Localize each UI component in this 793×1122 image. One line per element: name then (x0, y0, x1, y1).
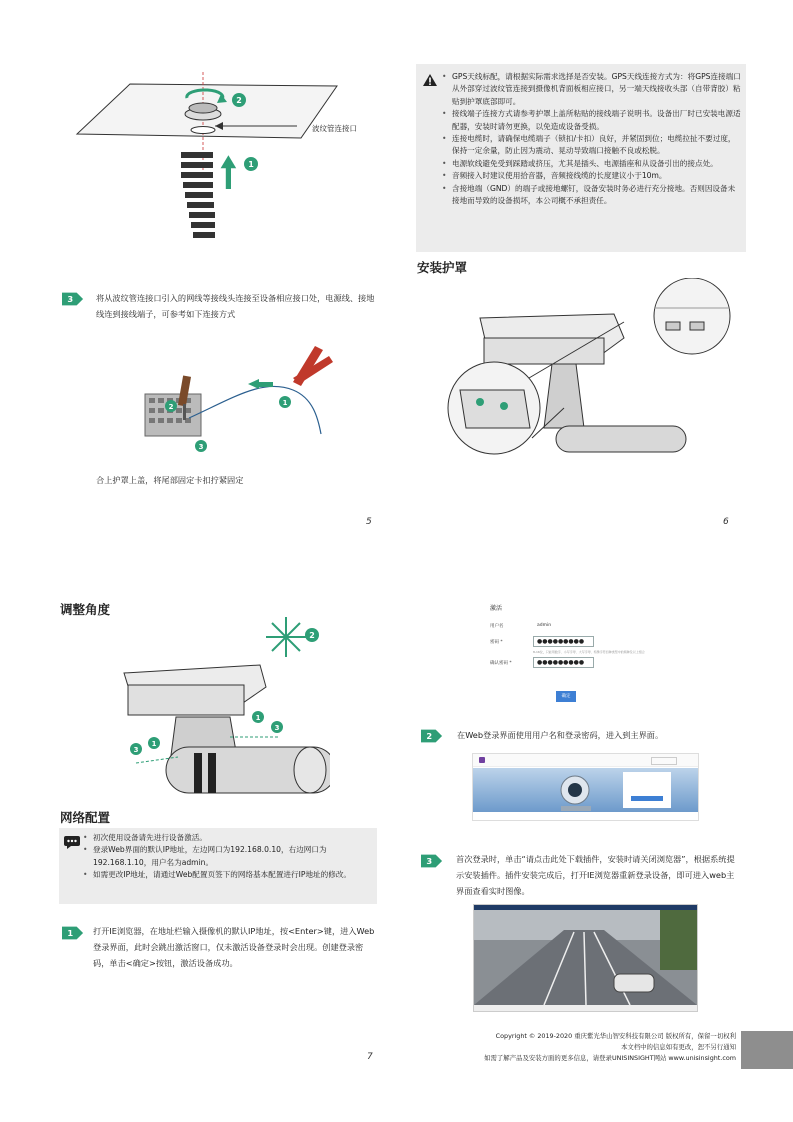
activation-dialog (481, 596, 701, 706)
svg-text:2: 2 (309, 631, 315, 640)
section-heading: 安装护罩 (417, 260, 468, 275)
svg-text:2: 2 (236, 96, 242, 105)
list-item: • 接线端子连接方式请参考护罩上盖所粘贴的接线端子说明书。设备出厂时已安装电源适配器，安装时请勿更换，以免造成设备受损。 (442, 108, 742, 133)
wiring-illustration (143, 338, 343, 458)
list-item: • 连接电缆时，请确保电缆端子（锁扣/卡扣）良好，并紧固到位；电缆拉扯不要过度，保持一定余量，防止因为震动、晃动导致端口接触不良或松脱。 (442, 133, 742, 158)
ok-button[interactable]: 确定 (556, 691, 576, 702)
svg-text:3: 3 (67, 294, 74, 305)
page-number: 6 (723, 517, 729, 527)
step-2-badge (421, 728, 443, 744)
page-7 (0, 561, 396, 1122)
list-item: • GPS天线标配，请根据实际需求选择是否安装。GPS天线连接方式为：将GPS连接端口从外部穿过波纹管连接到摄像机背面板相应接口，另一端天线接收头部（自带背胶）粘贴到护罩底部即可。 (442, 71, 742, 108)
list-item: • 如需更改IP地址，请通过Web配置页签下的网络基本配置进行IP地址的修改。 (83, 869, 371, 881)
chat-note-icon (64, 836, 80, 849)
page-number: 7 (367, 1052, 373, 1062)
list-item: • 登录Web界面的默认IP地址，左边网口为192.168.0.10，右边网口为192.168.1.10，用户名为admin。 (83, 844, 371, 869)
svg-text:1: 1 (67, 928, 74, 939)
list-item: • 电源软线避免受到踩踏或挤压，尤其是插头、电源插座和从设备引出的接点处。 (442, 158, 742, 170)
step-3-badge (62, 291, 84, 307)
svg-text:1: 1 (248, 160, 254, 169)
section-heading-network: 网络配置 (60, 810, 111, 825)
list-item: • 音频接入时建议使用拾音器，音频接线缆的长度建议小于10m。 (442, 170, 742, 182)
website-line: 如需了解产品及安装方面的更多信息，请登录UNISINSIGHT网站 www.unisinsight.com (484, 1054, 736, 1062)
notes-box (416, 64, 746, 252)
svg-text:3: 3 (133, 746, 139, 754)
svg-text:3: 3 (426, 856, 433, 867)
svg-text:3: 3 (274, 724, 280, 732)
svg-text:2: 2 (168, 403, 174, 411)
conduit-illustration (75, 72, 395, 252)
housing-install-illustration (444, 278, 734, 468)
copyright-footer (466, 1031, 736, 1064)
live-view-screenshot (473, 904, 698, 1012)
network-notes-list (83, 832, 371, 882)
step-3-text: 首次登录时，单击“请点击此处下载插件，安装时请关闭浏览器”，根据系统提示安装插件。插件安装完成后，打开IE浏览器重新登录设备，即可进入web主界面查看实时图像。 (456, 854, 735, 896)
login-page-screenshot (472, 753, 699, 821)
svg-text:1: 1 (282, 399, 288, 407)
step-1-badge (62, 925, 84, 941)
password-field[interactable]: ●●●●●●●●● (533, 636, 594, 647)
page-5 (0, 0, 396, 560)
confirm-password-field[interactable]: ●●●●●●●●● (533, 657, 594, 668)
notice-line: 本文档中的信息如有更改，恕不另行通知 (620, 1043, 736, 1051)
step-2-text: 在Web登录界面使用用户名和登录密码，进入到主界面。 (457, 730, 664, 740)
password-hint: 8-16位，只能用数字、小写字母、大写字母、特殊字符四种类型中的两种及以上组合 (533, 650, 645, 654)
svg-text:3: 3 (198, 443, 204, 451)
username-label: 用户名 (490, 624, 504, 629)
conduit-port-label: 波纹管连接口 (312, 124, 357, 133)
dialog-title: 激活 (490, 605, 503, 612)
svg-text:2: 2 (426, 731, 433, 742)
page-6 (396, 0, 793, 560)
angle-adjust-illustration (110, 613, 330, 803)
gray-block (741, 1031, 793, 1069)
page-number: 5 (366, 517, 372, 527)
step-3-badge (421, 853, 443, 869)
svg-text:1: 1 (255, 714, 261, 722)
warning-icon (423, 74, 437, 86)
list-item: • 含接地端（GND）的端子或接地螺钉，设备安装时务必进行充分接地。否则因设备未接地而导致的设备损坏，本公司概不承担责任。 (442, 183, 742, 208)
network-notes-box (59, 828, 377, 904)
copyright-line: Copyright © 2019-2020 重庆紫光华山智安科技有限公司 版权所有，保留一切权利 (495, 1032, 736, 1040)
confirm-password-label: 确认密码 * (490, 661, 512, 666)
password-label: 密码 * (490, 640, 503, 645)
notes-list (442, 71, 742, 207)
section-heading-adjust: 调整角度 (60, 602, 111, 617)
svg-text:1: 1 (151, 740, 157, 748)
list-item: • 初次使用设备请先进行设备激活。 (83, 832, 371, 844)
close-cover-text: 合上护罩上盖，将尾部固定卡扣拧紧固定 (96, 475, 244, 485)
page-8 (396, 561, 793, 1122)
step-1-text: 打开IE浏览器，在地址栏输入摄像机的默认IP地址，按<Enter>键，进入Web登录界面，此时会跳出激活窗口，仅未激活设备登录时会出现。创建登录密码，单击<确定>按钮，激活设备成功。 (93, 926, 375, 968)
username-value: admin (537, 623, 552, 628)
step-3-text: 将从波纹管连接口引入的网线等接线头连接至设备相应接口处，电源线、接地线连到接线端子，可参考如下连接方式 (96, 293, 375, 319)
